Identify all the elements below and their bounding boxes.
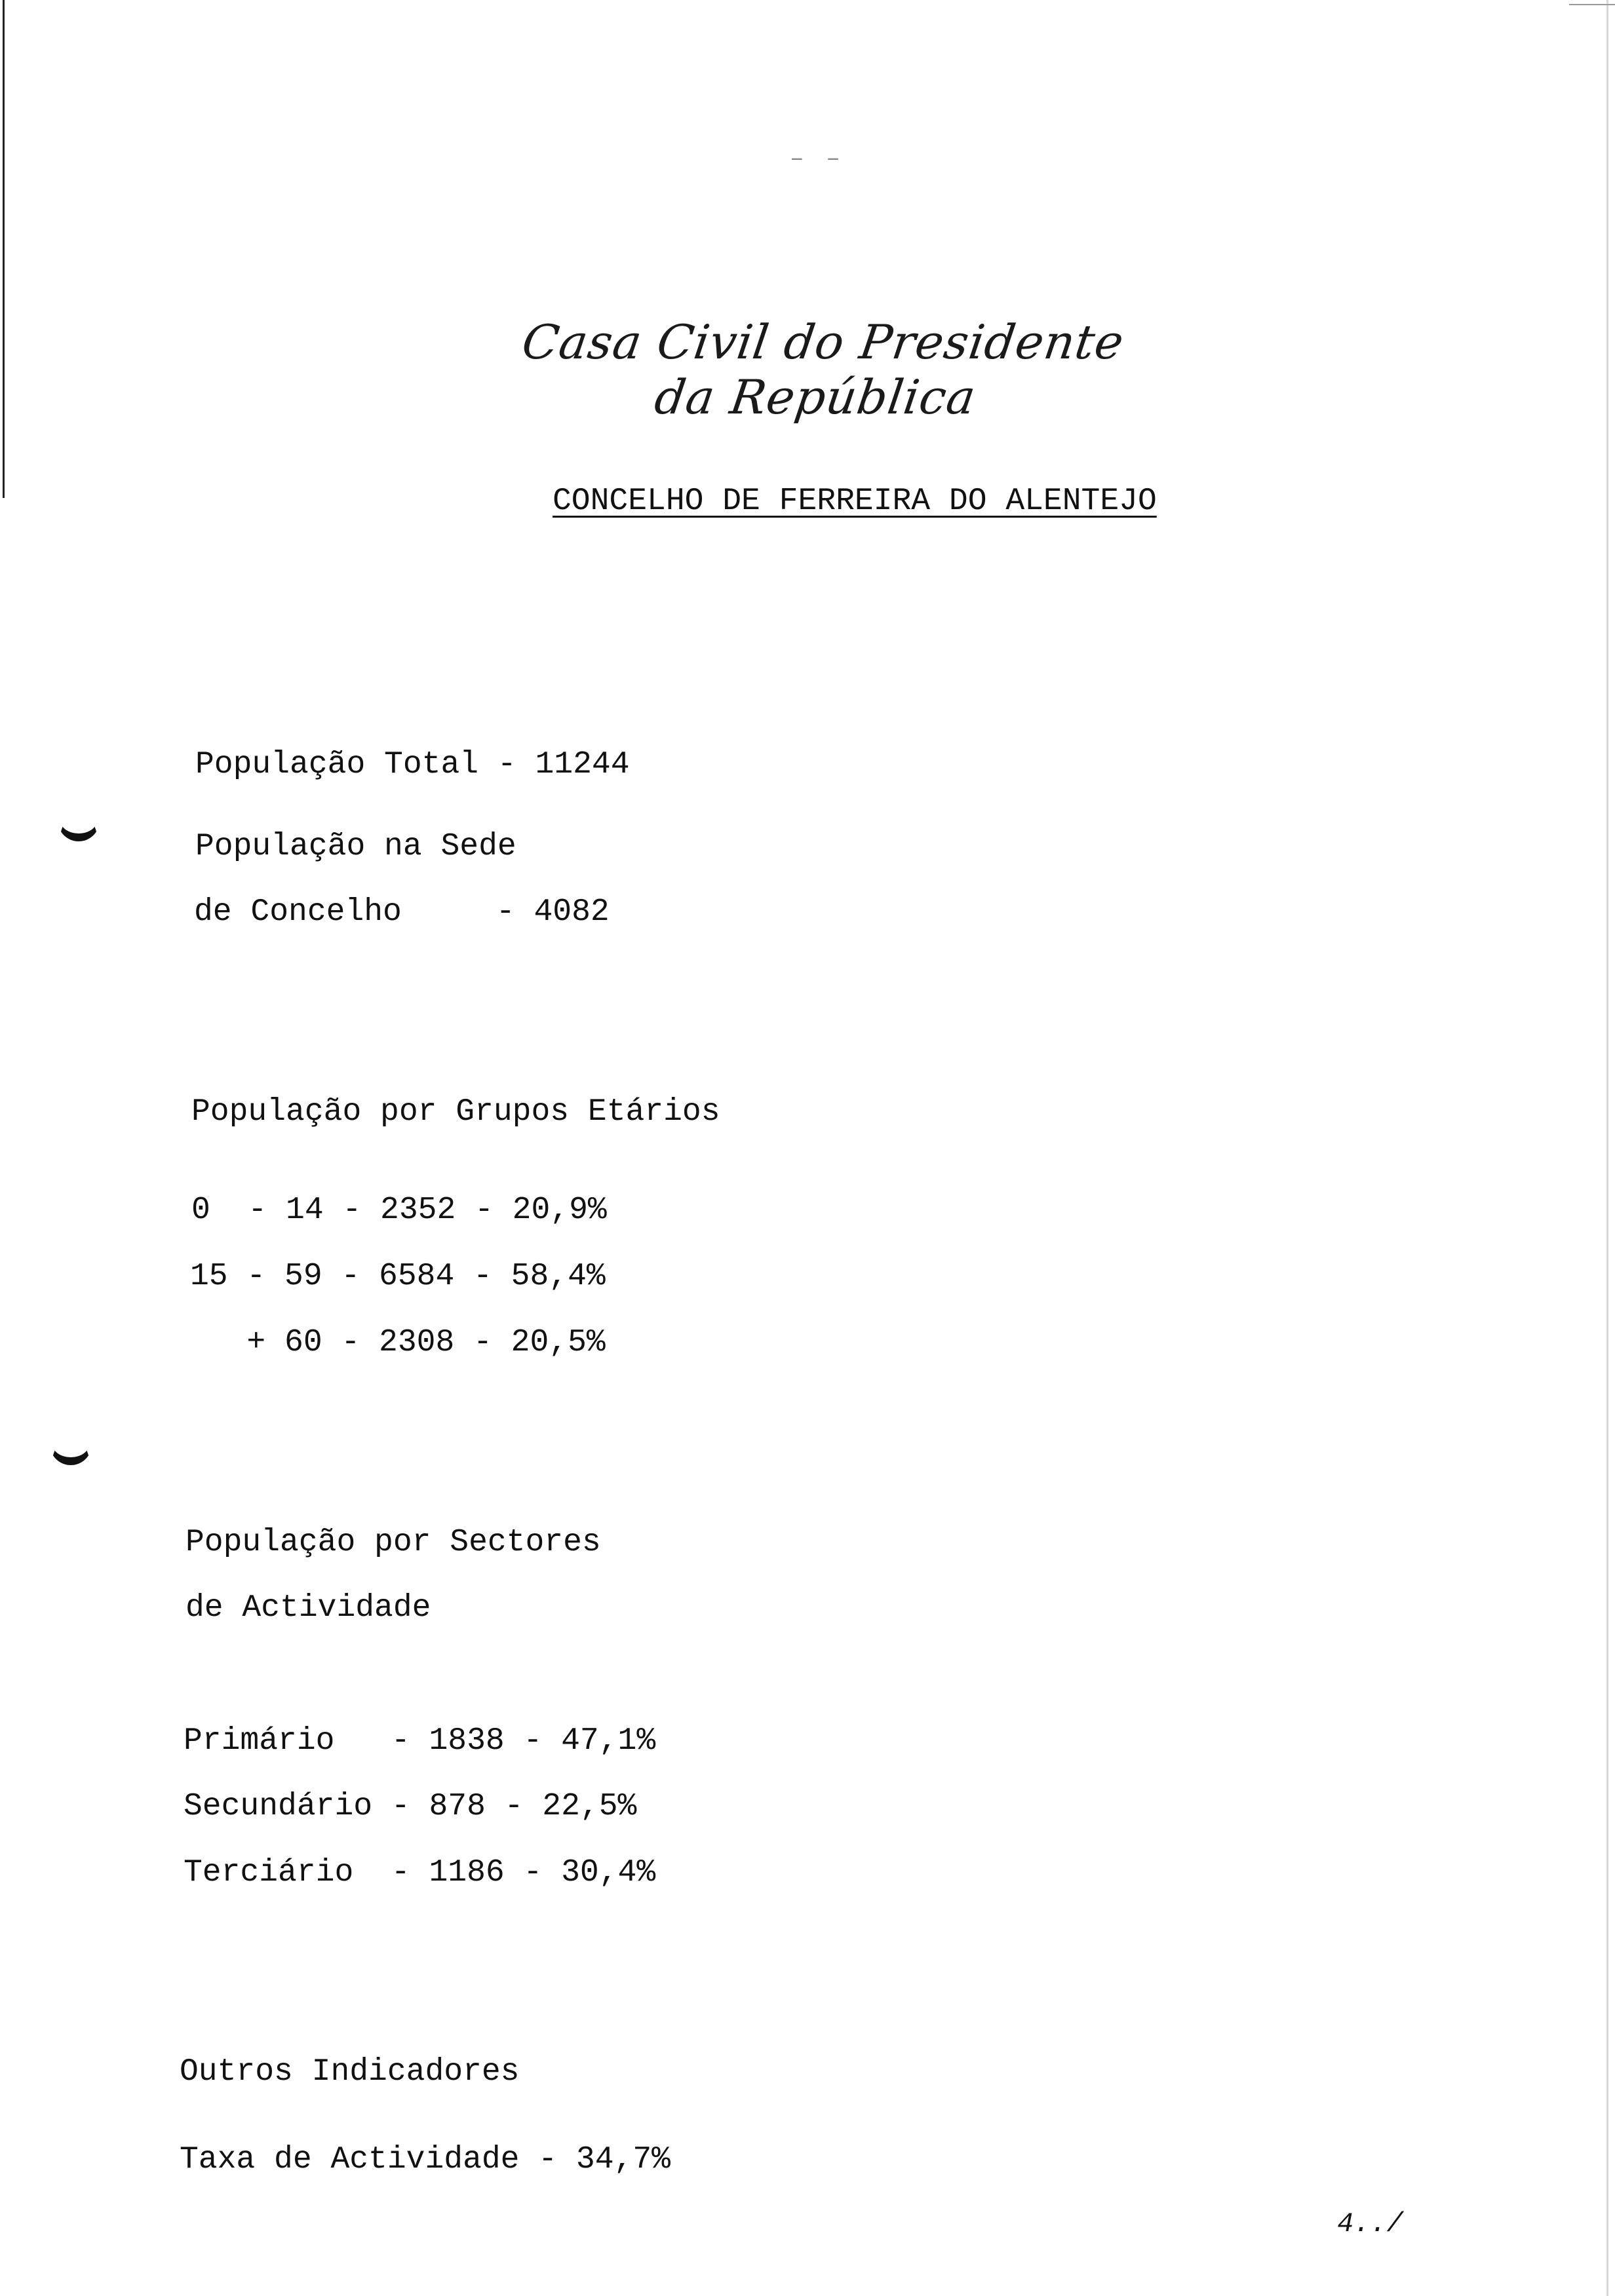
sectores-row: Secundário - 878 - 22,5% (184, 1789, 637, 1824)
page-edge-left (3, 0, 5, 498)
punch-hole-mark (58, 805, 100, 841)
sectores-heading-cont: de Actividade (185, 1590, 431, 1626)
letterhead: Casa Civil do Presidente da República (518, 315, 1128, 425)
outros-heading: Outros Indicadores (180, 2054, 520, 2090)
grupos-etarios-row: 0 - 14 - 2352 - 20,9% (191, 1193, 607, 1228)
sectores-row: Primário - 1838 - 47,1% (184, 1723, 656, 1759)
document-title: CONCELHO DE FERREIRA DO ALENTEJO (553, 484, 1157, 519)
populacao-sede-value: de Concelho - 4082 (194, 894, 610, 930)
grupos-etarios-row: + 60 - 2308 - 20,5% (190, 1325, 606, 1360)
taxa-actividade: Taxa de Actividade - 34,7% (180, 2142, 671, 2177)
page-edge-right (1606, 0, 1608, 2296)
page-edge-top-mark (1569, 4, 1615, 5)
punch-hole-mark (50, 1428, 92, 1465)
page-continuation: 4../ (1337, 2208, 1403, 2240)
grupos-etarios-row: 15 - 59 - 6584 - 58,4% (190, 1259, 606, 1294)
grupos-etarios-heading: População por Grupos Etários (191, 1094, 720, 1130)
populacao-sede-label: População na Sede (195, 829, 516, 864)
header-mark: – – (790, 145, 844, 172)
sectores-row: Terciário - 1186 - 30,4% (184, 1855, 656, 1890)
sectores-heading: População por Sectores (185, 1525, 601, 1560)
populacao-total: População Total - 11244 (195, 747, 630, 782)
